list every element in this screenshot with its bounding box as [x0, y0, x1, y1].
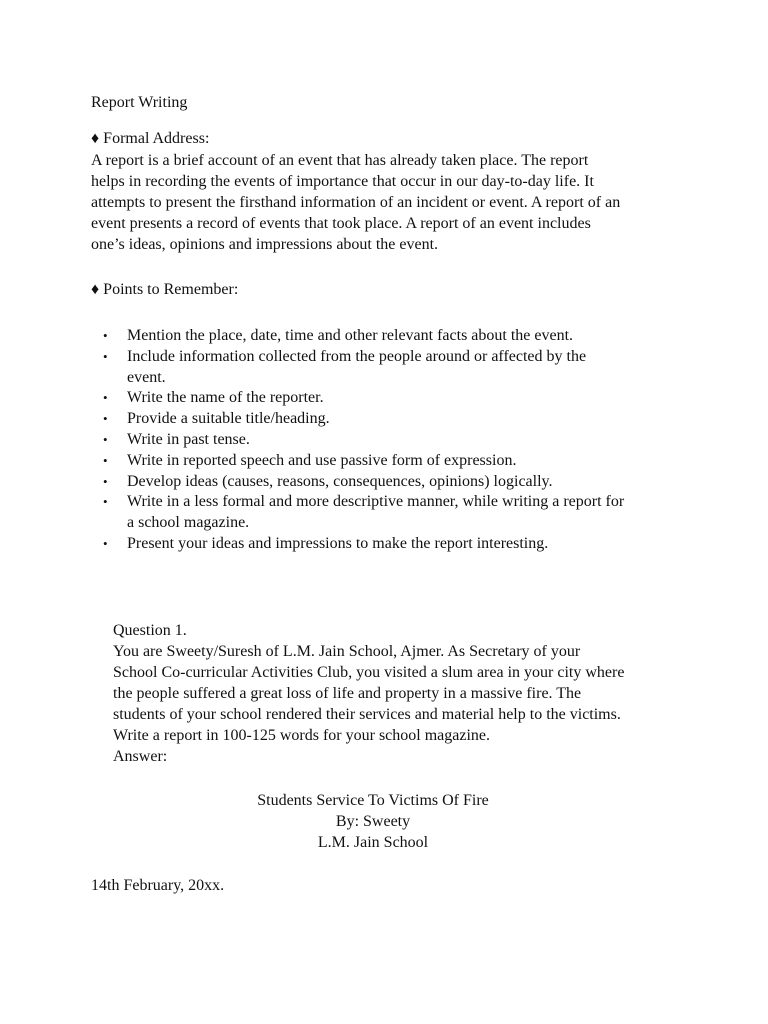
list-item	[0, 451, 624, 472]
document-title: Report Writing	[91, 94, 188, 111]
list-item-text: Present your ideas and impressions to make the report interesting.	[127, 534, 549, 552]
list-item	[0, 472, 624, 493]
question-line: School Co-curricular Activities Club, you visited a slum area in your city where	[113, 664, 625, 681]
paragraph-line: A report is a brief account of an event that has already taken place. The report	[91, 152, 589, 169]
paragraph-line: helps in recording the events of importance that occur in our day-to-day life. It	[91, 173, 594, 190]
list-item-text: Write the name of the reporter.	[127, 389, 324, 407]
bullet-icon: •	[103, 411, 108, 427]
question-line: students of your school rendered their services and material help to the victims.	[113, 706, 621, 723]
report-title: Students Service To Victims Of Fire	[257, 792, 489, 809]
list-item	[0, 409, 624, 430]
question-line: Write a report in 100-125 words for your school magazine.	[113, 727, 491, 744]
list-item-text: Write in reported speech and use passive form of expression.	[127, 451, 517, 469]
report-heading-block	[0, 790, 768, 853]
list-item-text: Include information collected from the people around or affected by the	[127, 347, 587, 365]
list-item	[0, 492, 624, 534]
paragraph-line: one’s ideas, opinions and impressions about the event.	[91, 236, 439, 253]
bullet-icon: •	[103, 328, 108, 343]
bullet-icon: •	[103, 452, 108, 468]
points-list	[0, 326, 624, 555]
list-item	[0, 534, 624, 555]
list-item-text-continued: event.	[127, 368, 166, 386]
report-byline: By: Sweety	[335, 813, 411, 830]
list-item	[0, 388, 624, 409]
list-item	[0, 347, 624, 389]
question-line: the people suffered a great loss of life and property in a massive fire. The	[113, 685, 582, 702]
bullet-icon: •	[103, 535, 108, 551]
list-item-text: Mention the place, date, time and other relevant facts about the event.	[127, 327, 574, 344]
list-item-text: Write in a less formal and more descriptive manner, while writing a report for	[127, 493, 625, 511]
formal-address-heading: ♦ Formal Address:	[91, 130, 210, 147]
question-block	[113, 620, 624, 767]
report-school: L.M. Jain School	[317, 834, 429, 851]
answer-label: Answer:	[113, 748, 168, 765]
formal-address-paragraph	[91, 150, 691, 255]
bullet-icon: •	[103, 390, 108, 406]
bullet-icon: •	[103, 431, 108, 447]
points-heading: ♦ Points to Remember:	[91, 281, 239, 298]
question-label: Question 1.	[113, 622, 187, 639]
bullet-icon: •	[103, 473, 108, 489]
paragraph-line: event presents a record of events that took place. A report of an event includes	[91, 215, 591, 232]
list-item	[0, 326, 624, 347]
bullet-icon: •	[103, 494, 108, 510]
paragraph-line: attempts to present the firsthand information of an incident or event. A report of an	[91, 194, 621, 211]
question-line: You are Sweety/Suresh of L.M. Jain School, Ajmer. As Secretary of your	[113, 643, 581, 660]
report-date: 14th February, 20xx.	[91, 877, 225, 894]
list-item-text: Write in past tense.	[127, 430, 250, 448]
list-item	[0, 430, 624, 451]
bullet-icon: •	[103, 348, 108, 364]
list-item-text-continued: a school magazine.	[127, 514, 250, 532]
list-item-text: Develop ideas (causes, reasons, consequences, opinions) logically.	[127, 472, 553, 490]
list-item-text: Provide a suitable title/heading.	[127, 410, 330, 428]
